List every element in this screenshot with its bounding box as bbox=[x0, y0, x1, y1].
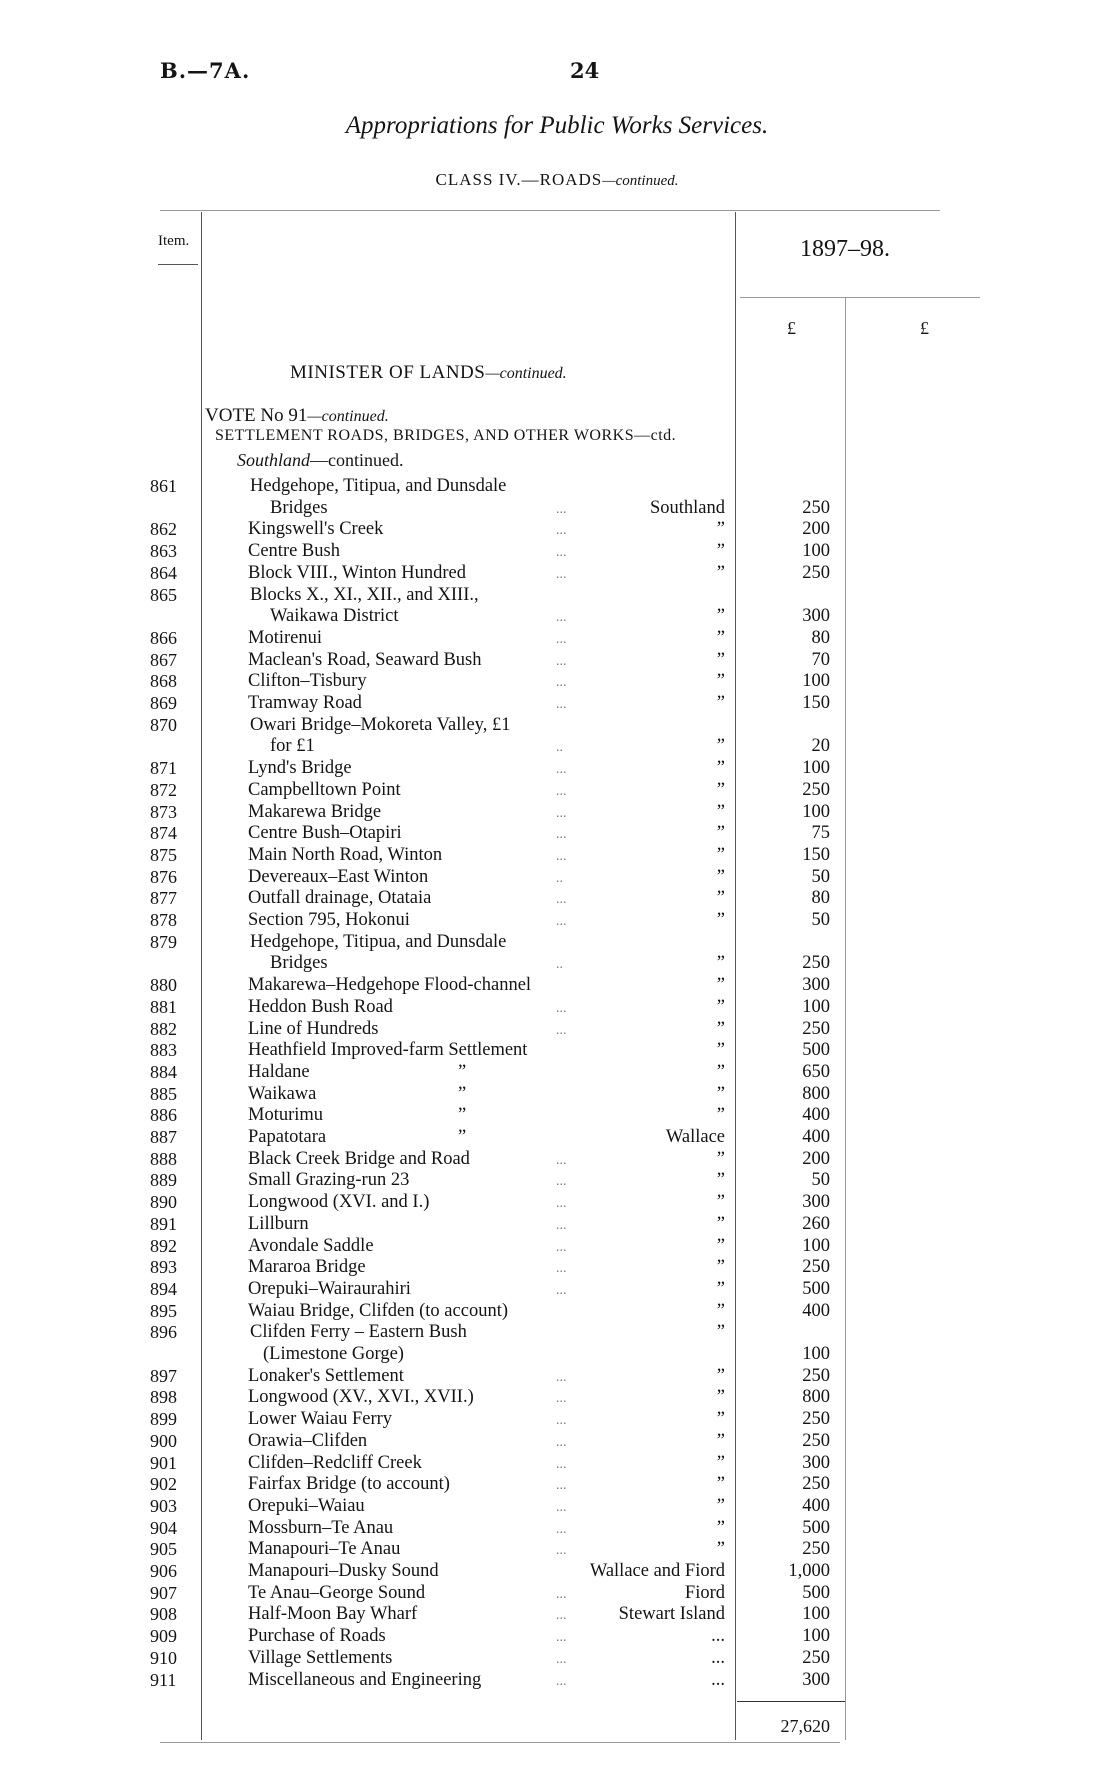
item-description: Fairfax Bridge (to account) bbox=[248, 1474, 450, 1495]
item-number: 910 bbox=[150, 1647, 177, 1668]
amount-cell: 250 bbox=[802, 497, 830, 518]
item-description: Centre Bush bbox=[248, 541, 340, 562]
item-description: Devereaux–East Winton bbox=[248, 866, 429, 887]
page-number: 24 bbox=[570, 58, 600, 83]
amount-cell: 100 bbox=[802, 758, 830, 779]
region-cell: ” bbox=[716, 1018, 725, 1039]
leader: ... bbox=[556, 653, 567, 669]
item-number: 871 bbox=[150, 758, 177, 779]
item-description: Mossburn–Te Anau bbox=[248, 1517, 394, 1538]
vote-heading-continued: —continued. bbox=[307, 408, 389, 425]
amount-cell: 80 bbox=[811, 627, 830, 648]
region-cell: ” bbox=[716, 1192, 725, 1213]
item-number: 902 bbox=[150, 1474, 177, 1495]
item-description: Owari Bridge–Mokoreta Valley, £1 bbox=[250, 714, 511, 735]
region-cell: ” bbox=[716, 541, 725, 562]
region-cell: ” bbox=[716, 627, 725, 648]
header-rule-mid bbox=[740, 297, 980, 298]
item-description: Outfall drainage, Otataia bbox=[248, 888, 432, 909]
amount-cell: 250 bbox=[802, 1018, 830, 1039]
region-cell: ” bbox=[716, 1387, 725, 1408]
pound-sign-amount: £ bbox=[787, 318, 796, 338]
region-cell: ” bbox=[716, 888, 725, 909]
settlement-heading: SETTLEMENT ROADS, BRIDGES, AND OTHER WORKS—ctd. bbox=[215, 427, 677, 444]
column-divider-total bbox=[845, 297, 846, 1740]
item-description: Mararoa Bridge bbox=[248, 1257, 366, 1278]
item-description: Tramway Road bbox=[248, 693, 362, 713]
item-description: Waiau Bridge, Clifden (to account) bbox=[248, 1300, 508, 1321]
item-description: Clifden Ferry – Eastern Bush bbox=[250, 1322, 467, 1343]
region-cell: Wallace bbox=[665, 1127, 725, 1147]
region-cell: ” bbox=[716, 693, 725, 713]
item-description-continued: Bridges bbox=[270, 497, 328, 518]
region-cell: ” bbox=[716, 1105, 725, 1126]
amount-cell: 100 bbox=[802, 1626, 830, 1647]
amount-cell: 500 bbox=[802, 1517, 830, 1538]
item-description: Line of Hundreds bbox=[248, 1018, 379, 1039]
item-description: Lillburn bbox=[248, 1213, 309, 1234]
leader: ... bbox=[556, 1478, 567, 1494]
region-cell: ” bbox=[716, 801, 725, 822]
year-column-header: 1897–98. bbox=[800, 236, 890, 262]
item-number: 864 bbox=[150, 562, 177, 583]
item-description: Campbelltown Point bbox=[248, 779, 401, 800]
item-description-continued: Bridges bbox=[270, 953, 328, 974]
leader: ... bbox=[556, 1608, 567, 1624]
item-description: Black Creek Bridge and Road bbox=[248, 1148, 470, 1169]
item-number: 865 bbox=[150, 584, 177, 605]
item-number: 886 bbox=[150, 1105, 177, 1126]
leader: ... bbox=[556, 1413, 567, 1429]
amount-cell: 250 bbox=[802, 1430, 830, 1451]
item-number: 891 bbox=[150, 1213, 177, 1234]
leader: .. bbox=[556, 957, 563, 973]
region-cell: ” bbox=[716, 1278, 725, 1299]
item-number: 908 bbox=[150, 1604, 177, 1625]
region-cell: ” bbox=[716, 1365, 725, 1386]
item-description: Longwood (XVI. and I.) bbox=[248, 1192, 430, 1213]
leader: ... bbox=[556, 1196, 567, 1212]
class-heading-continued: —continued. bbox=[602, 173, 679, 189]
region-cell: ” bbox=[716, 844, 725, 865]
class-heading bbox=[0, 170, 1114, 190]
item-description: Orawia–Clifden bbox=[248, 1430, 368, 1451]
region-cell: ... bbox=[711, 1669, 725, 1690]
amount-cell: 150 bbox=[802, 693, 830, 713]
leader: ... bbox=[556, 1499, 567, 1515]
class-heading-main: CLASS IV.—ROADS bbox=[435, 170, 603, 189]
item-description: Half-Moon Bay Wharf bbox=[248, 1604, 418, 1625]
item-description: Small Grazing-run 23 bbox=[248, 1170, 410, 1191]
amount-cell: 250 bbox=[802, 562, 830, 583]
item-number: 901 bbox=[150, 1452, 177, 1473]
item-description: Lynd's Bridge bbox=[248, 758, 352, 779]
region-cell: ” bbox=[716, 1257, 725, 1278]
leader: ... bbox=[556, 762, 567, 778]
item-number: 904 bbox=[150, 1517, 177, 1538]
item-number: 911 bbox=[150, 1669, 177, 1690]
item-number: 905 bbox=[150, 1539, 177, 1560]
amount-cell: 100 bbox=[802, 1604, 830, 1625]
region-cell: ” bbox=[716, 1170, 725, 1191]
item-description: Block VIII., Winton Hundred bbox=[248, 562, 466, 583]
item-description: Clifden–Redcliff Creek bbox=[248, 1452, 422, 1473]
leader: ... bbox=[556, 892, 567, 908]
item-column-header: Item. bbox=[158, 233, 190, 249]
item-description: Hedgehope, Titipua, and Dunsdale bbox=[250, 476, 507, 496]
amount-cell: 100 bbox=[802, 541, 830, 562]
amount-cell: 100 bbox=[802, 1235, 830, 1256]
region-cell: ” bbox=[716, 866, 725, 887]
item-description: Orepuki–Wairaurahiri bbox=[248, 1278, 411, 1299]
region-cell: ” bbox=[716, 606, 725, 627]
region-cell: ” bbox=[716, 910, 725, 930]
region-cell: ” bbox=[716, 1061, 725, 1082]
item-description: Makarewa–Hedgehope Flood-channel bbox=[248, 975, 532, 996]
leader: ... bbox=[556, 1282, 567, 1298]
amount-cell: 250 bbox=[802, 1647, 830, 1668]
amount-cell: 650 bbox=[802, 1061, 830, 1082]
leader: ... bbox=[556, 566, 567, 582]
leader: ... bbox=[556, 1651, 567, 1667]
leader: ” bbox=[458, 1127, 467, 1147]
leader: ... bbox=[556, 914, 567, 929]
item-description: Clifton–Tisbury bbox=[248, 671, 367, 692]
region-cell: ” bbox=[716, 1409, 725, 1430]
item-number: 894 bbox=[150, 1278, 177, 1299]
amount-cell: 150 bbox=[802, 844, 830, 865]
item-description: Section 795, Hokonui bbox=[248, 910, 410, 930]
item-description: Haldane bbox=[248, 1061, 310, 1082]
leader: ... bbox=[556, 1521, 567, 1537]
item-number: 876 bbox=[150, 866, 177, 887]
item-description: Centre Bush–Otapiri bbox=[248, 823, 402, 844]
item-number: 877 bbox=[150, 888, 177, 909]
amount-cell: 50 bbox=[811, 910, 830, 930]
amount-cell: 500 bbox=[802, 1582, 830, 1603]
leader: .. bbox=[556, 740, 563, 756]
region-cell: ” bbox=[716, 562, 725, 583]
leader: ” bbox=[458, 1061, 467, 1082]
item-number: 866 bbox=[150, 627, 177, 648]
item-number: 874 bbox=[150, 823, 177, 844]
item-header-underline bbox=[158, 264, 198, 265]
region-cell: ” bbox=[716, 649, 725, 670]
leader: ... bbox=[556, 827, 567, 843]
leader: ... bbox=[556, 545, 567, 561]
item-number: 883 bbox=[150, 1040, 177, 1061]
item-number: 909 bbox=[150, 1626, 177, 1647]
region-cell: ” bbox=[716, 671, 725, 692]
item-description: Avondale Saddle bbox=[248, 1235, 374, 1256]
amount-cell: 200 bbox=[802, 1148, 830, 1169]
amount-cell: 800 bbox=[802, 1387, 830, 1408]
leader: ... bbox=[556, 1630, 567, 1646]
item-number: 888 bbox=[150, 1148, 177, 1169]
item-number: 867 bbox=[150, 649, 177, 670]
southland-subheading-continued: —continued. bbox=[310, 450, 404, 470]
subtotal-rule bbox=[737, 1701, 845, 1702]
item-number: 879 bbox=[150, 931, 177, 952]
amount-cell: 250 bbox=[802, 1474, 830, 1495]
item-number: 895 bbox=[150, 1300, 177, 1321]
leader: ... bbox=[556, 697, 567, 712]
region-cell: Stewart Island bbox=[618, 1604, 725, 1625]
leader: ... bbox=[556, 610, 567, 626]
minister-heading-main: MINISTER OF LANDS bbox=[290, 362, 486, 383]
vote-heading-main: VOTE No 91 bbox=[205, 405, 308, 426]
item-description: Heddon Bush Road bbox=[248, 996, 393, 1017]
item-description: Makarewa Bridge bbox=[248, 801, 382, 822]
region-cell: ... bbox=[711, 1626, 725, 1647]
region-cell: Southland bbox=[649, 497, 725, 518]
region-cell: ” bbox=[716, 1083, 725, 1104]
item-number: 885 bbox=[150, 1083, 177, 1104]
leader: ... bbox=[556, 1217, 567, 1233]
amount-cell: 250 bbox=[802, 1257, 830, 1278]
amount-cell: 500 bbox=[802, 1040, 830, 1061]
item-description: Motirenui bbox=[248, 627, 322, 648]
amount-cell: 75 bbox=[811, 823, 830, 844]
item-description: Orepuki–Waiau bbox=[248, 1495, 365, 1516]
amount-cell: 500 bbox=[802, 1278, 830, 1299]
amount-cell: 1,000 bbox=[788, 1561, 830, 1581]
amount-cell: 200 bbox=[802, 519, 830, 540]
item-number: 907 bbox=[150, 1582, 177, 1603]
item-number: 903 bbox=[150, 1495, 177, 1516]
item-number: 868 bbox=[150, 671, 177, 692]
region-cell: ” bbox=[716, 975, 725, 996]
region-cell: ” bbox=[716, 1235, 725, 1256]
amount-cell: 250 bbox=[802, 1365, 830, 1386]
leader: ... bbox=[556, 1543, 567, 1559]
amount-cell: 260 bbox=[802, 1213, 830, 1234]
region-cell: ” bbox=[716, 1495, 725, 1516]
item-description: Blocks X., XI., XII., and XIII., bbox=[250, 584, 479, 605]
amount-cell: 100 bbox=[802, 1344, 830, 1364]
bottom-rule bbox=[160, 1742, 840, 1743]
leader: ... bbox=[556, 1000, 567, 1016]
grand-total: 27,620 bbox=[780, 1716, 830, 1736]
leader: ... bbox=[556, 783, 567, 799]
amount-cell: 250 bbox=[802, 1409, 830, 1430]
amount-cell: 80 bbox=[811, 888, 830, 909]
minister-heading bbox=[290, 362, 567, 384]
leader: ” bbox=[458, 1083, 467, 1104]
amount-cell: 250 bbox=[802, 953, 830, 974]
leader: .. bbox=[556, 870, 563, 886]
region-cell: ” bbox=[716, 823, 725, 844]
amount-cell: 250 bbox=[802, 1539, 830, 1560]
document-reference: B.—7A. bbox=[160, 58, 251, 83]
item-number: 872 bbox=[150, 779, 177, 800]
amount-cell: 400 bbox=[802, 1495, 830, 1516]
amount-cell: 300 bbox=[802, 1669, 830, 1690]
item-description: Heathfield Improved-farm Settlement bbox=[248, 1040, 528, 1061]
item-number: 863 bbox=[150, 541, 177, 562]
column-divider-item bbox=[201, 212, 202, 1740]
item-description: Miscellaneous and Engineering bbox=[248, 1669, 482, 1690]
leader: ... bbox=[556, 501, 567, 517]
item-number: 861 bbox=[150, 476, 177, 496]
leader: ” bbox=[458, 1105, 467, 1126]
item-number: 881 bbox=[150, 996, 177, 1017]
leader: ... bbox=[556, 1022, 567, 1038]
item-number: 870 bbox=[150, 714, 177, 735]
item-number: 880 bbox=[150, 975, 177, 996]
item-description: Lower Waiau Ferry bbox=[248, 1409, 393, 1430]
region-cell: Fiord bbox=[684, 1582, 725, 1603]
item-description: Kingswell's Creek bbox=[248, 519, 384, 540]
leader: ... bbox=[556, 631, 567, 647]
region-cell: ” bbox=[716, 996, 725, 1017]
leader: ... bbox=[556, 1239, 567, 1255]
vote-heading bbox=[205, 405, 389, 427]
region-cell: ” bbox=[716, 736, 725, 757]
amount-cell: 300 bbox=[802, 1452, 830, 1473]
column-divider-amount bbox=[735, 212, 736, 1740]
amount-cell: 50 bbox=[811, 866, 830, 887]
leader: ... bbox=[556, 1673, 567, 1689]
item-number: 900 bbox=[150, 1430, 177, 1451]
region-cell: ” bbox=[716, 779, 725, 800]
region-cell: ” bbox=[716, 519, 725, 540]
region-cell: ” bbox=[716, 953, 725, 974]
southland-subheading bbox=[237, 450, 404, 471]
amount-cell: 400 bbox=[802, 1300, 830, 1321]
amount-cell: 100 bbox=[802, 671, 830, 692]
item-description: Longwood (XV., XVI., XVII.) bbox=[248, 1387, 474, 1408]
item-number: 899 bbox=[150, 1409, 177, 1430]
leader: ... bbox=[556, 805, 567, 821]
amount-cell: 400 bbox=[802, 1127, 830, 1147]
leader: ... bbox=[556, 675, 567, 691]
leader: ... bbox=[556, 1261, 567, 1277]
leader: ... bbox=[556, 1174, 567, 1190]
region-cell: Wallace and Fiord bbox=[589, 1561, 725, 1581]
item-number: 875 bbox=[150, 844, 177, 865]
item-description: Manapouri–Te Anau bbox=[248, 1539, 401, 1560]
item-number: 893 bbox=[150, 1257, 177, 1278]
amount-cell: 100 bbox=[802, 801, 830, 822]
header-rule-top bbox=[160, 210, 940, 211]
region-cell: ” bbox=[716, 1452, 725, 1473]
amount-cell: 400 bbox=[802, 1105, 830, 1126]
amount-cell: 100 bbox=[802, 996, 830, 1017]
leader: ... bbox=[556, 848, 567, 864]
item-description-continued: Waikawa District bbox=[270, 606, 399, 627]
item-description: Lonaker's Settlement bbox=[248, 1365, 404, 1386]
page-title: Appropriations for Public Works Services. bbox=[345, 112, 769, 139]
pound-sign-total: £ bbox=[920, 318, 929, 338]
item-description: Te Anau–George Sound bbox=[248, 1582, 426, 1603]
region-cell: ” bbox=[716, 1322, 725, 1343]
item-description: Manapouri–Dusky Sound bbox=[248, 1561, 439, 1581]
item-number: 882 bbox=[150, 1018, 177, 1039]
item-description-continued: for £1 bbox=[270, 736, 315, 757]
leader: ... bbox=[556, 1391, 567, 1407]
item-description: Village Settlements bbox=[248, 1647, 393, 1668]
region-cell: ” bbox=[716, 1300, 725, 1321]
item-description: Main North Road, Winton bbox=[248, 844, 443, 865]
amount-cell: 800 bbox=[802, 1083, 830, 1104]
leader: ... bbox=[556, 523, 567, 539]
item-number: 898 bbox=[150, 1387, 177, 1408]
amount-cell: 70 bbox=[811, 649, 830, 670]
leader: ... bbox=[556, 1152, 567, 1168]
region-cell: ” bbox=[716, 1539, 725, 1560]
region-cell: ... bbox=[711, 1647, 725, 1668]
region-cell: ” bbox=[716, 1517, 725, 1538]
leader: ... bbox=[556, 1434, 567, 1450]
item-description-continued: (Limestone Gorge) bbox=[263, 1344, 404, 1364]
item-number: 884 bbox=[150, 1061, 177, 1082]
item-number: 892 bbox=[150, 1235, 177, 1256]
item-number: 906 bbox=[150, 1561, 177, 1581]
region-cell: ” bbox=[716, 1213, 725, 1234]
item-number: 890 bbox=[150, 1192, 177, 1213]
amount-cell: 20 bbox=[811, 736, 830, 757]
region-cell: ” bbox=[716, 758, 725, 779]
item-description: Waikawa bbox=[248, 1083, 317, 1104]
item-number: 878 bbox=[150, 910, 177, 930]
item-number: 862 bbox=[150, 519, 177, 540]
item-description: Moturimu bbox=[248, 1105, 324, 1126]
leader: ... bbox=[556, 1456, 567, 1472]
region-cell: ” bbox=[716, 1474, 725, 1495]
item-number: 889 bbox=[150, 1170, 177, 1191]
region-cell: ” bbox=[716, 1430, 725, 1451]
southland-subheading-main: Southland bbox=[237, 450, 311, 470]
amount-cell: 250 bbox=[802, 779, 830, 800]
item-number: 869 bbox=[150, 693, 177, 713]
item-number: 896 bbox=[150, 1322, 177, 1343]
item-description: Maclean's Road, Seaward Bush bbox=[248, 649, 482, 670]
region-cell: ” bbox=[716, 1040, 725, 1061]
item-number: 887 bbox=[150, 1127, 177, 1147]
amount-cell: 300 bbox=[802, 975, 830, 996]
region-cell: ” bbox=[716, 1148, 725, 1169]
amount-cell: 50 bbox=[811, 1170, 830, 1191]
amount-cell: 300 bbox=[802, 606, 830, 627]
item-description: Purchase of Roads bbox=[248, 1626, 386, 1647]
item-number: 873 bbox=[150, 801, 177, 822]
leader: ... bbox=[556, 1369, 567, 1385]
leader: ... bbox=[556, 1586, 567, 1602]
item-description: Hedgehope, Titipua, and Dunsdale bbox=[250, 931, 507, 952]
minister-heading-continued: —continued. bbox=[485, 365, 567, 382]
amount-cell: 300 bbox=[802, 1192, 830, 1213]
item-number: 897 bbox=[150, 1365, 177, 1386]
item-description: Papatotara bbox=[248, 1127, 327, 1147]
